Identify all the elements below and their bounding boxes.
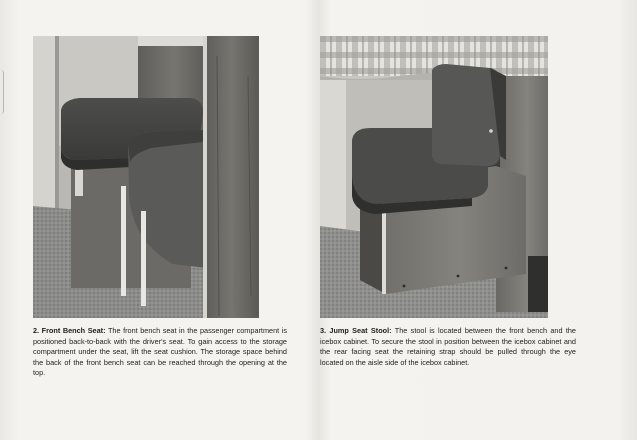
caption-body: The stool is located between the front bench and the icebox cabinet. To secure the stool in position between the icebox cabinet and the rear facing seat the retaining strap should be pulled through the eye located on the aisle side of the icebox cabinet. bbox=[320, 326, 576, 367]
front-bench-seat-photo bbox=[33, 36, 259, 318]
caption-heading: 3. Jump Seat Stool: bbox=[320, 326, 392, 335]
jump-seat-stool-caption bbox=[320, 326, 576, 368]
caption-heading: 2. Front Bench Seat: bbox=[33, 326, 106, 335]
jump-seat-stool-photo bbox=[320, 36, 548, 318]
caption-body: The front bench seat in the passenger compartment is positioned back-to-back with the driver's seat. To gain access to the storage compartment under the seat, lift the seat cushion. The storage space behind the back of the front bench seat can be reached through the opening at the top. bbox=[33, 326, 288, 378]
front-bench-seat-caption bbox=[33, 326, 287, 379]
binding-edge bbox=[0, 70, 4, 114]
